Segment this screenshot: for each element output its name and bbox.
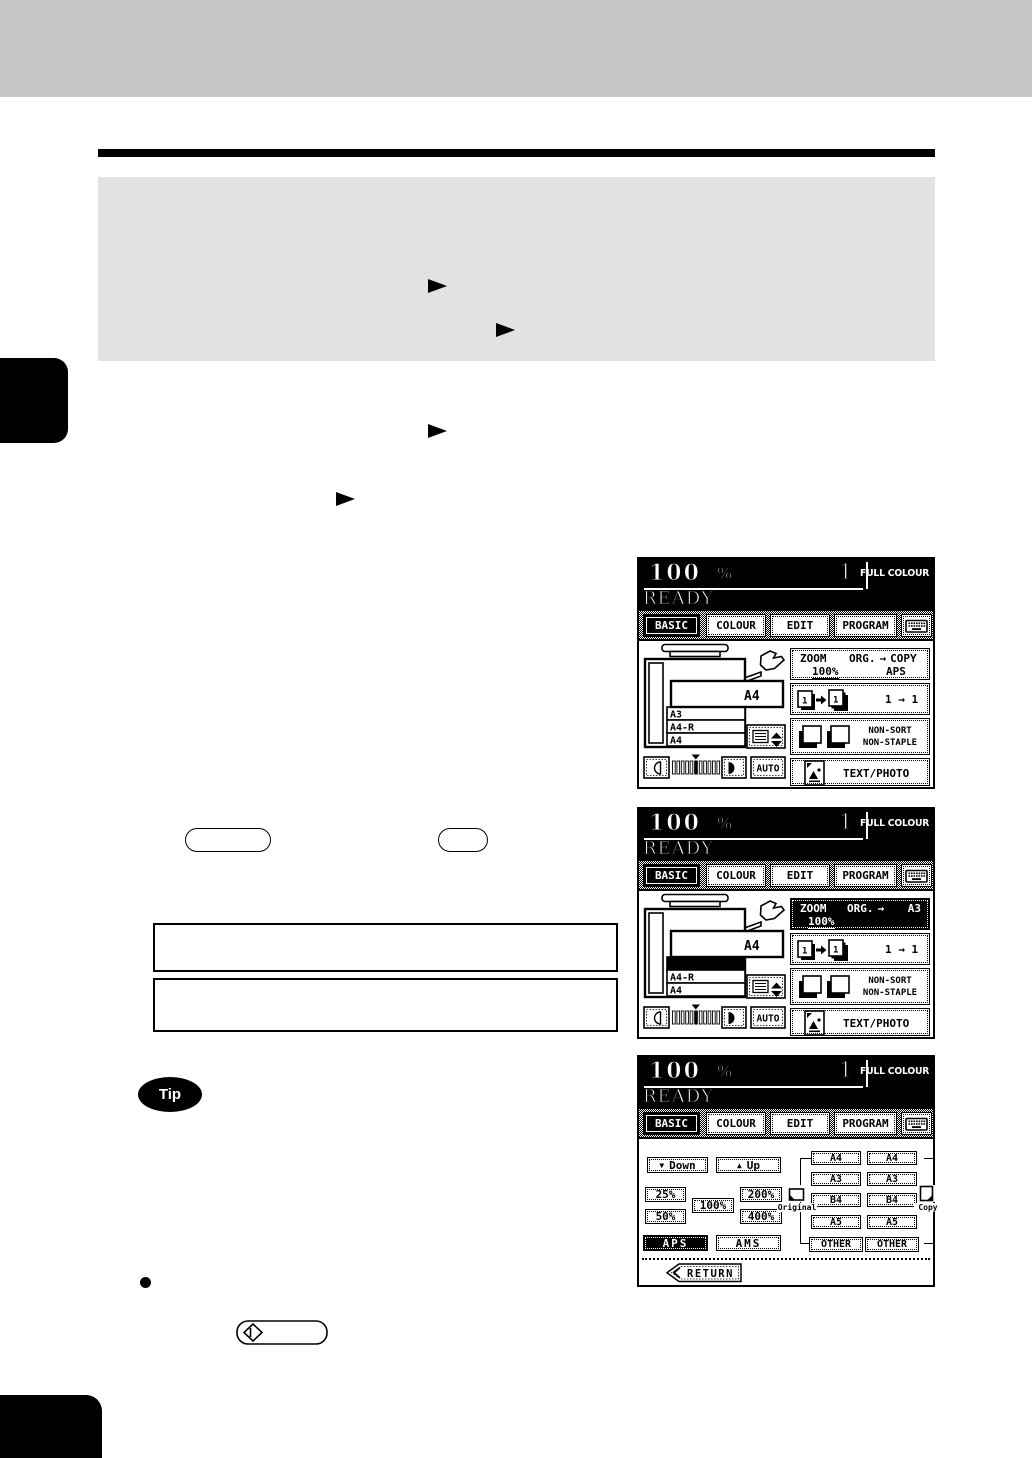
lighter-icon <box>655 762 661 774</box>
svg-text:1: 1 <box>833 945 839 956</box>
svg-text:1: 1 <box>802 946 808 957</box>
density-marker <box>692 1005 700 1010</box>
blank-key-button[interactable] <box>438 828 488 852</box>
auto-density-button[interactable] <box>751 1007 785 1028</box>
lcd-status-bar <box>639 559 933 611</box>
text-photo-icon <box>801 1009 829 1037</box>
arrow-right-icon <box>336 492 355 506</box>
keyboard-icon <box>905 618 929 634</box>
bypass-tray <box>671 681 783 707</box>
svg-text:A4-R: A4-R <box>670 722 695 734</box>
svg-text:A4-R: A4-R <box>670 972 695 984</box>
zoom-ratio: 100 <box>649 810 701 836</box>
copy-page-icon <box>918 1185 936 1202</box>
note-frame <box>153 978 618 1032</box>
keyboard-icon <box>905 868 929 884</box>
tab-colour[interactable]: COLOUR <box>706 1112 766 1135</box>
arrow-right-icon <box>428 424 447 438</box>
chapter-tab <box>0 358 68 443</box>
duplex-mode-key[interactable] <box>790 933 930 965</box>
image-mode-label: TEXT/PHOTO <box>843 767 910 780</box>
image-mode-label: TEXT/PHOTO <box>843 1017 910 1030</box>
zoom-label: ZOOM <box>800 902 827 915</box>
original-size-b4-button[interactable]: B4 <box>811 1193 861 1207</box>
original-label: Original <box>777 1203 817 1212</box>
copies-label: 1 → 1 <box>885 943 919 956</box>
sort-stacks-icon <box>795 972 853 1002</box>
zoom-25-button[interactable]: 25% <box>645 1187 686 1202</box>
one-to-one-icon <box>795 686 851 714</box>
copy-size-b4-button[interactable]: B4 <box>867 1193 917 1207</box>
density-lighter-button[interactable] <box>644 1007 669 1028</box>
machine-graphic <box>641 893 799 1035</box>
density-darker-button[interactable] <box>722 1007 746 1028</box>
separator <box>642 1258 930 1260</box>
copy-label: Copy <box>914 1203 942 1212</box>
tab-bar <box>639 861 933 891</box>
colour-mode: FULL COLOUR <box>859 1066 929 1077</box>
keyboard-icon <box>905 1116 929 1132</box>
hand-icon <box>761 651 785 670</box>
ready-status: READY <box>643 838 715 859</box>
up-label: Up <box>746 1158 761 1172</box>
density-scale <box>673 755 720 775</box>
copy-size-a5-button[interactable]: A5 <box>867 1215 917 1229</box>
arrow-right-icon <box>496 323 515 337</box>
keyboard-tab-button[interactable] <box>901 1112 932 1135</box>
section-title-bar <box>98 149 935 157</box>
svg-text:AUTO: AUTO <box>756 763 780 775</box>
tip-badge <box>138 1077 202 1112</box>
zoom-value: 100% <box>812 665 839 678</box>
svg-text:A3: A3 <box>670 959 683 971</box>
copy-count: 1 <box>839 560 853 584</box>
note-box <box>98 177 935 361</box>
copy-size-other-button[interactable]: OTHER <box>865 1237 919 1252</box>
tab-basic[interactable]: BASIC <box>643 864 700 887</box>
lighter-icon <box>655 1012 661 1024</box>
svg-text:RETURN: RETURN <box>687 1267 734 1280</box>
percent-sign: % <box>717 1062 733 1081</box>
sort-stacks-icon <box>795 722 853 752</box>
header-band <box>0 0 1032 97</box>
copy-count: 1 <box>839 1058 853 1082</box>
arrow-right-icon: → <box>879 652 887 665</box>
svg-text:AUTO: AUTO <box>756 1013 780 1025</box>
original-page-icon <box>787 1185 807 1202</box>
org-copy-label: ORG. → COPY <box>849 652 917 665</box>
density-lighter-button[interactable] <box>644 757 669 778</box>
zoom-100-button[interactable]: 100% <box>692 1198 734 1213</box>
aps-button[interactable]: APS <box>643 1235 708 1251</box>
tab-colour[interactable]: COLOUR <box>706 864 766 887</box>
tab-basic[interactable]: BASIC <box>643 1112 700 1135</box>
arrow-right-icon <box>428 279 447 293</box>
colour-mode: FULL COLOUR <box>859 568 929 579</box>
finishing-mode-key[interactable] <box>790 968 930 1005</box>
finishing-mode-key[interactable] <box>790 718 930 755</box>
percent-sign: % <box>717 814 733 833</box>
zoom-ratio: 100 <box>649 1058 701 1084</box>
svg-text:A4: A4 <box>744 689 760 704</box>
copy-size-a4-button[interactable]: A4 <box>867 1151 917 1165</box>
auto-density-button[interactable] <box>751 757 785 778</box>
tab-edit[interactable]: EDIT <box>770 614 830 637</box>
zoom-value: 100% <box>808 915 835 928</box>
tab-program[interactable]: PROGRAM <box>834 1112 897 1135</box>
aps-mode-label: APS <box>886 665 906 678</box>
zoom-ratio: 100 <box>649 560 701 586</box>
machine-graphic <box>641 643 799 785</box>
tray-select-button[interactable] <box>747 975 785 998</box>
zoom-label: ZOOM <box>800 652 827 665</box>
bypass-tray <box>671 931 783 957</box>
triangle-down-icon: ▼ <box>659 1160 665 1170</box>
tab-program[interactable]: PROGRAM <box>834 864 897 887</box>
ams-button[interactable]: AMS <box>716 1235 781 1251</box>
bullet-icon <box>140 1277 151 1288</box>
zoom-400-button[interactable]: 400% <box>740 1209 782 1224</box>
finishing-label: NON-SORT NON-STAPLE <box>862 976 918 998</box>
tray-select-button[interactable] <box>747 725 785 748</box>
image-mode-key[interactable] <box>790 1008 930 1036</box>
lcd-screen-zoom-select <box>637 1055 938 1287</box>
zoom-50-button[interactable]: 50% <box>645 1209 686 1224</box>
finishing-label: NON-SORT NON-STAPLE <box>862 726 918 748</box>
ready-status: READY <box>643 1086 715 1107</box>
zoom-org-key-selected[interactable] <box>790 898 930 930</box>
tab-edit[interactable]: EDIT <box>770 864 830 887</box>
percent-sign: % <box>717 564 733 583</box>
arrow-right-icon: → <box>877 902 885 915</box>
density-marker <box>692 755 700 760</box>
zoom-org-key[interactable] <box>790 648 930 680</box>
down-label: Down <box>669 1158 696 1172</box>
start-key-button[interactable] <box>236 1320 328 1345</box>
svg-text:1: 1 <box>833 695 839 706</box>
keyboard-tab-button[interactable] <box>901 864 932 887</box>
text-photo-icon <box>801 759 829 787</box>
note-frame <box>153 923 618 972</box>
tab-program[interactable]: PROGRAM <box>834 614 897 637</box>
original-size-a3-button[interactable]: A3 <box>811 1172 861 1186</box>
svg-text:1: 1 <box>802 696 808 707</box>
svg-text:A4: A4 <box>670 735 683 747</box>
lcd-screen-a3-selected <box>637 807 935 1039</box>
keyboard-tab-button[interactable] <box>901 614 932 637</box>
zoom-up-button[interactable] <box>716 1157 781 1173</box>
tab-edit[interactable]: EDIT <box>770 1112 830 1135</box>
zoom-down-button[interactable] <box>647 1157 708 1173</box>
tab-colour[interactable]: COLOUR <box>706 614 766 637</box>
one-to-one-icon <box>795 936 851 964</box>
colour-mode: FULL COLOUR <box>859 818 929 829</box>
density-darker-button[interactable] <box>722 757 746 778</box>
density-scale <box>673 1005 720 1025</box>
original-size-other-button[interactable]: OTHER <box>809 1237 863 1252</box>
svg-text:A4: A4 <box>744 939 760 954</box>
zoom-200-button[interactable]: 200% <box>740 1187 782 1202</box>
original-size-a5-button[interactable]: A5 <box>811 1215 861 1229</box>
blank-key-button[interactable] <box>185 828 271 852</box>
tab-basic[interactable]: BASIC <box>643 614 700 637</box>
tip-label: Tip <box>158 1086 182 1103</box>
image-mode-key[interactable] <box>790 758 930 786</box>
page-corner-mark <box>0 1395 102 1458</box>
hand-icon <box>761 901 785 920</box>
original-size-a4-button[interactable]: A4 <box>811 1151 861 1165</box>
ready-status: READY <box>643 588 715 609</box>
org-a3-label: ORG. → A3 <box>847 902 921 915</box>
lcd-status-bar <box>639 1057 933 1109</box>
lcd-screen-basic <box>637 557 935 789</box>
tab-bar <box>639 611 933 641</box>
lcd-status-bar <box>639 809 933 861</box>
copies-label: 1 → 1 <box>885 693 919 706</box>
tab-bar <box>639 1109 933 1139</box>
duplex-mode-key[interactable] <box>790 683 930 715</box>
return-button[interactable] <box>666 1263 744 1283</box>
copy-size-a3-button[interactable]: A3 <box>867 1172 917 1186</box>
copy-count: 1 <box>839 810 853 834</box>
svg-text:A3: A3 <box>670 709 683 721</box>
triangle-up-icon: ▲ <box>736 1160 742 1170</box>
svg-text:A4: A4 <box>670 985 683 997</box>
